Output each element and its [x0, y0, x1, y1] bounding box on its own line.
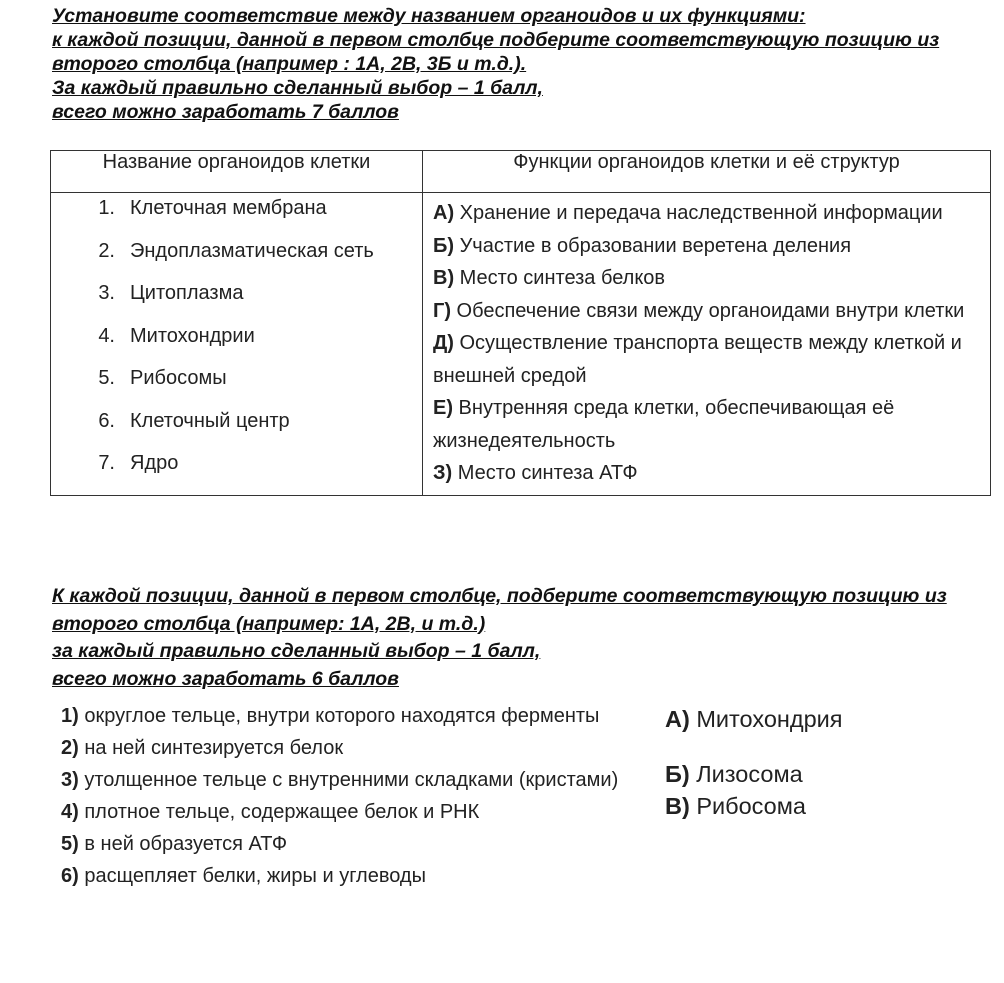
question-text: утолщенное тельце с внутренними складками (кристами): [78, 769, 619, 791]
function-text: Место синтеза АТФ: [452, 462, 638, 484]
answer-text: Рибосома: [689, 793, 806, 819]
question-item: [61, 702, 621, 730]
function-list: [423, 193, 991, 496]
organelle-number: 5.: [98, 367, 115, 389]
task2-instruction-line: второго столбца (например: 1А, 2В, и т.д.): [52, 612, 486, 635]
task2-answer-list: [665, 703, 843, 822]
question-item: [61, 766, 621, 794]
function-text: Внутренняя среда клетки, обеспечивающая её жизнедеятельность: [433, 397, 895, 452]
matching-table: [50, 150, 991, 496]
answer-text: Митохондрия: [689, 706, 843, 732]
question-item: [61, 830, 621, 858]
answer-letter: А): [665, 706, 690, 732]
task2-instruction-line: за каждый правильно сделанный выбор – 1 балл,: [52, 640, 541, 662]
question-number: 4): [61, 801, 79, 823]
task2-question-list: [61, 702, 621, 894]
organelle-name: Эндоплазматическая сеть: [130, 239, 374, 262]
task1-instructions: [52, 4, 939, 124]
function-letter: Г): [433, 299, 451, 322]
organelle-number: 7.: [98, 452, 115, 474]
organelle-item: [51, 452, 422, 495]
task1-instruction-line: второго столбца (например : 1А, 2В, 3Б и т.д.).: [52, 53, 527, 75]
answer-letter: Б): [665, 761, 690, 787]
function-text: Хранение и передача наследственной информации: [454, 202, 943, 224]
question-text: плотное тельце, содержащее белок и РНК: [78, 801, 480, 823]
task1-instruction-line: Установите соответствие между названием органоидов и их функциями:: [52, 5, 806, 27]
question-number: 3): [61, 769, 79, 791]
function-letter: В): [433, 267, 455, 289]
function-letter: А): [433, 202, 455, 224]
function-item: [433, 197, 970, 230]
organelle-number: 4.: [98, 324, 115, 347]
organelle-item: [51, 325, 422, 368]
question-text: на ней синтезируется белок: [78, 737, 344, 759]
organelle-name: Ядро: [130, 452, 179, 474]
function-text: Обеспечение связи между органоидами внутри клетки: [451, 299, 965, 322]
organelle-number: 1.: [98, 197, 115, 219]
task1-instruction-line: всего можно заработать 7 баллов: [52, 101, 399, 123]
function-item: [433, 230, 970, 263]
answer-letter: В): [665, 793, 690, 819]
organelle-number: 6.: [98, 409, 115, 432]
question-number: 5): [61, 833, 79, 855]
function-letter: Д): [433, 332, 454, 354]
question-item: [61, 734, 621, 762]
function-text: Участие в образовании веретена деления: [454, 234, 852, 257]
function-letter: Б): [433, 234, 455, 257]
question-item: [61, 798, 621, 826]
organelle-list: [51, 193, 423, 496]
organelle-item: [51, 367, 422, 410]
organelle-item: [51, 410, 422, 453]
header-organelle-names: Название органоидов клетки: [51, 151, 423, 193]
task2-instruction-line: всего можно заработать 6 баллов: [52, 667, 399, 690]
function-text: Место синтеза белков: [454, 267, 666, 289]
answer-item: [665, 790, 843, 822]
answer-item: [665, 758, 843, 790]
function-item: [433, 457, 970, 490]
organelle-name: Клеточная мембрана: [130, 197, 327, 219]
function-item: [433, 295, 970, 328]
task1-instruction-line: За каждый правильно сделанный выбор – 1 балл,: [52, 77, 543, 99]
question-number: 1): [61, 705, 79, 727]
organelle-item: [51, 282, 422, 325]
question-text: округлое тельце, внутри которого находятся ферменты: [78, 705, 600, 727]
function-item: [433, 262, 970, 295]
organelle-name: Рибосомы: [130, 367, 227, 389]
function-item: [433, 392, 970, 457]
question-text: в ней образуется АТФ: [78, 833, 288, 855]
task1-instruction-line: к каждой позиции, данной в первом столбце подберите соответствующую позицию из: [52, 29, 940, 51]
organelle-number: 3.: [98, 282, 115, 304]
function-item: [433, 327, 970, 392]
task2-instruction-line: К каждой позиции, данной в первом столбце, подберите соответствующую позицию из: [52, 585, 947, 607]
organelle-item: [51, 197, 422, 240]
organelle-name: Клеточный центр: [130, 409, 290, 432]
header-organelle-functions: Функции органоидов клетки и её структур: [423, 151, 991, 193]
task2-instructions: [52, 583, 947, 693]
organelle-item: [51, 240, 422, 283]
question-number: 2): [61, 737, 79, 759]
question-text: расщепляет белки, жиры и углеводы: [78, 865, 426, 887]
organelle-name: Цитоплазма: [130, 282, 244, 304]
answer-item: [665, 703, 843, 735]
organelle-name: Митохондрии: [130, 324, 255, 347]
function-letter: З): [433, 462, 453, 484]
question-item: [61, 862, 621, 890]
question-number: 6): [61, 865, 79, 887]
organelle-number: 2.: [98, 239, 115, 262]
function-text: Осуществление транспорта веществ между клеткой и внешней средой: [433, 332, 962, 387]
answer-text: Лизосома: [689, 761, 803, 787]
function-letter: Е): [433, 397, 453, 419]
